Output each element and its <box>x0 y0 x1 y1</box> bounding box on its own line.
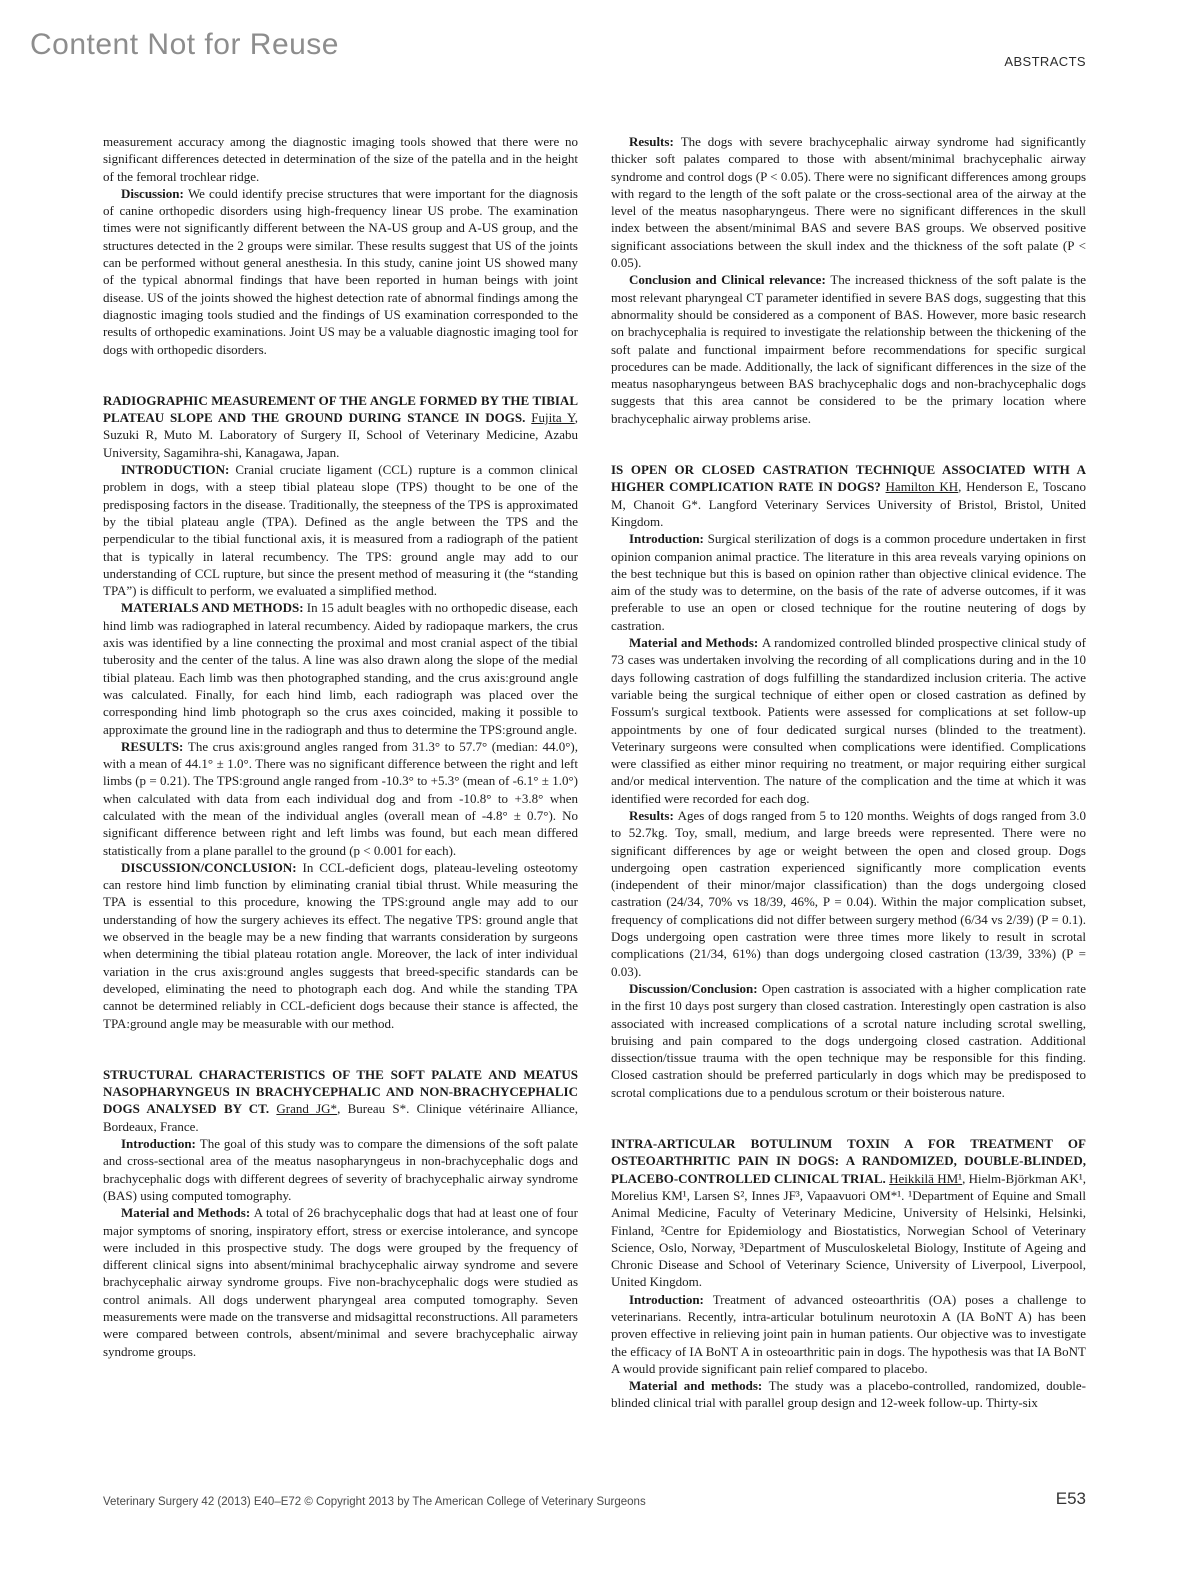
abstract-paragraph: Material and Methods: A total of 26 brachycephalic dogs that had at least one of four major symptoms of snoring, inspiratory effort, stress or exercise intolerance, and syncope were included in this prospective study. The dogs were grouped by the frequency of different clinical signs into absent/minimal brachycephalic airway syndrome and severe brachycephalic airway syndrome groups. Five non-brachycephalic dogs were studied as control animals. All dogs underwent pharyngeal area computed tomography. Seven measurements were made on the transverse and midsagittal reconstructions. All parameters were compared between controls, absent/minimal and severe brachycephalic airway syndrome groups. <box>103 1205 578 1359</box>
section-label: Introduction: <box>629 1291 713 1307</box>
authors-affiliation: , Hielm-Björkman AK¹, Morelius KM¹, Larsen S², Innes JF³, Vapaavuori OM*¹. ¹Department of Equine and Small Animal Medicine, Faculty of Veterinary Medicine, University of Helsinki, Helsinki, Finland, ²Centre for Epidemiology and Biostatistics, Norwegian School of Veterinary Science, Oslo, Norway, ³Department of Musculoskeletal Biology, Institute of Ageing and Chronic Disease and School of Veterinary Science, University of Liverpool, Liverpool, United Kingdom. <box>611 1170 1087 1290</box>
section-label: Results: <box>629 807 678 823</box>
abstract-heading <box>103 392 578 461</box>
section-label: MATERIALS AND METHODS: <box>121 600 307 616</box>
left-column <box>103 133 578 1412</box>
abstract-paragraph: Conclusion and Clinical relevance: The increased thickness of the soft palate is the most relevant pharyngeal CT parameter identified in severe BAS dogs, suggesting that this abnormality should be considered as a component of BAS. However, more basic research on brachycephalia is required to investigate the relationship between the thickening of the soft palate and functional impairment before recommendations for specific surgical procedures can be made. Additionally, the lack of significant differences in the size of the meatus nasopharyngeus between BAS brachycephalic dogs and non-brachycephalic dogs suggests that this area cannot be considered to be the primary location where brachycephalic airway problems arise. <box>611 272 1086 426</box>
authors-affiliation: , Bureau S*. Clinique vétérinaire Alliance, Bordeaux, France. <box>103 1101 578 1134</box>
abstract-paragraph: Results: The dogs with severe brachycephalic airway syndrome had significantly thicker soft palates compared to those with absent/minimal brachycephalic airway syndrome and control dogs (P < 0.05). There were no significant differences among groups with regard to the length of the soft palate or the cross-sectional area of the airway at the level of the meatus nasopharyngeus. There were no significant differences in the skull index between the absent/minimal BAS and severe BAS groups. We observed positive significant associations between the skull index and the thickness of the soft palate (P < 0.05). <box>611 134 1087 271</box>
abstract-paragraph: Discussion/Conclusion: Open castration is associated with a higher complication rate in the first 10 days post surgery than closed castration. Interestingly open castration is also associated with increased complications of a scrotal nature including scrotal swelling, bruising and pain compared to the dogs undergoing closed castration. Additional dissection/tissue trauma with the open technique may be responsible for this finding. Closed castration should be preferred particularly in dogs which may be predisposed to scrotal complications due to a pendulous scrotum or their boisterous nature. <box>611 980 1087 1100</box>
abstract-paragraph: Introduction: Surgical sterilization of dogs is a common procedure undertaken in first opinion companion animal practice. The literature in this area reveals varying opinions on the best technique but this is based on opinion rather than objective clinical evidence. The aim of the study was to determine, on the basis of the rate of adverse outcomes, if it was preferable to use an open or closed technique for the routine neutering of dogs by castration. <box>611 531 1086 633</box>
authors-affiliation: , Suzuki R, Muto M. Laboratory of Surgery II, School of Veterinary Medicine, Azabu University, Sagamihra-shi, Kanagawa, Japan. <box>103 410 578 460</box>
section-label: INTRODUCTION: <box>121 462 236 478</box>
presenting-author: Fujita Y <box>531 410 575 426</box>
abstract-paragraph: RESULTS: The crus axis:ground angles ranged from 31.3° to 57.7° (median: 44.0°), with a mean of 44.1° ± 1.0°. There was no significant difference between the right and left limbs (p = 0.21). The TPS:ground angle ranged from -10.3° to +5.3° (mean of -6.1° ± 1.0°) when calculated with data from each individual dog and from -10.8° to +3.8° when calculated with the mean of the individual angles (overall mean of -4.8° ± 0.7°). No significant difference between right and left limbs was found, but each mean differed statistically from a plane parallel to the ground (p < 0.001 for each). <box>103 738 579 858</box>
section-label: RESULTS: <box>121 738 188 754</box>
right-column <box>611 133 1086 1412</box>
abstract-paragraph: Material and methods: The study was a placebo-controlled, randomized, double-blinded clinical trial with parallel group design and 12-week follow-up. Thirty-six <box>611 1378 1086 1411</box>
abstract-paragraph: Material and Methods: A randomized controlled blinded prospective clinical study of 73 cases was undertaken involving the recording of all complications during and in the 10 days following castration of dogs fulfilling the standardized inclusion criteria. The active variable being the surgical technique of either open or closed castration as defined by Fossum's surgical textbook. Patients were assessed for complications at set follow-up appointments by one of four dedicated surgical nurses (blinded to the treatment). Veterinary surgeons were consulted when complications were identified. Complications were classified as either minor requiring no treatment, or major requiring either surgical and/or medical intervention. The nature of the complication and the time at which it was identified were recorded for each dog. <box>611 635 1086 806</box>
abstract-paragraph: Introduction: Treatment of advanced osteoarthritis (OA) poses a challenge to veterinarians. Recently, intra-articular botulinum neurotoxin A (IA BoNT A) has been proven effective in relieving joint pain in human patients. Our objective was to investigate the efficacy of IA BoNT A in osteoarthritic pain in dogs. The hypothesis was that IA BoNT A would provide significant pain relief compared to placebo. <box>611 1291 1086 1376</box>
presenting-author: Grand JG* <box>276 1101 338 1117</box>
section-label: Conclusion and Clinical relevance: <box>629 272 831 288</box>
section-label: Discussion: <box>121 185 188 201</box>
running-head: ABSTRACTS <box>1004 54 1086 69</box>
abstracts-body <box>103 133 1086 1412</box>
abstract-paragraph: Results: Ages of dogs ranged from 5 to 120 months. Weights of dogs ranged from 3.0 to 52.7kg. Toy, small, medium, and large breeds were represented. There were no significant differences by age or weight between the open and closed group. Dogs undergoing open castration experienced significantly more complication events (independent of their minor/major classification) than the dogs undergoing closed castration (24/34, 70% vs 18/39, 46%, P = 0.04). Within the major complication subset, frequency of complications did not differ between surgery method (6/34 vs 2/39) (P = 0.1). Dogs undergoing open castration were three times more likely to result in scrotal complications (21/34, 61%) than dogs undergoing closed castration (13/39, 33%) (P = 0.03). <box>611 807 1087 979</box>
section-label: Discussion/Conclusion: <box>629 980 762 996</box>
presenting-author: Hamilton KH <box>885 479 959 495</box>
authors-affiliation: , Henderson E, Toscano M, Chanoit G*. Langford Veterinary Services University of Bristol, Bristol, United Kingdom. <box>611 479 1086 529</box>
abstract-paragraph: Discussion: We could identify precise structures that were important for the diagnosis of canine orthopedic disorders using high-frequency linear US probe. The examination times were not significantly different between the NA-US group and A-US group, and the structures detected in the 2 groups were similar. These results suggest that US of the joints can be performed without general anesthesia. In this study, canine joint US showed many of the typical abnormal findings that have been reported in human beings with joint disease. US of the joints showed the highest detection rate of abnormal findings among the diagnostic imaging tools studied and the findings of US examination corresponded to the results of orthopedic examinations. Joint US may be a valuable diagnostic imaging tool for dogs with orthopedic disorders. <box>103 185 578 357</box>
section-label: Material and Methods: <box>629 635 762 651</box>
page-number: E53 <box>1055 1489 1086 1508</box>
abstract-paragraph: Introduction: The goal of this study was to compare the dimensions of the soft palate and cross-sectional area of the meatus nasopharyngeus in non-brachycephalic dogs and brachycephalic dogs with different degrees of severity of brachycephalic airway syndrome (BAS) using computed tomography. <box>103 1136 578 1203</box>
abstract-heading <box>611 1135 1086 1291</box>
section-label: Material and Methods: <box>121 1205 254 1221</box>
abstract-paragraph: INTRODUCTION: Cranial cruciate ligament (CCL) rupture is a common clinical problem in dogs, with a steep tibial plateau slope (TPS) thought to be one of the predisposing factors in the disease. Traditionally, the steepness of the TPS is approximated by the tibial plateau angle (TPA). Defined as the angle between the TPS and the perpendicular to the tibial functional axis, it is measured from a radiograph of the patient that is typically in lateral recumbency. The TPS: ground angle may add to our understanding of CCL rupture, but since the present method of measuring it (the “standing TPA”) is difficult to perform, we evaluated a simplified method. <box>103 462 578 599</box>
abstract-heading <box>611 461 1086 530</box>
section-label: Material and methods: <box>629 1378 769 1394</box>
abstract-title: STRUCTURAL CHARACTERISTICS OF THE SOFT PALATE AND MEATUS NASOPHARYNGEUS IN BRACHYCEPHALIC AND NON-BRACHYCEPHALIC DOGS ANALYSED BY CT. <box>103 1066 578 1117</box>
abstract-title: IS OPEN OR CLOSED CASTRATION TECHNIQUE ASSOCIATED WITH A HIGHER COMPLICATION RATE IN DOGS? <box>611 462 1086 495</box>
section-label: DISCUSSION/CONCLUSION: <box>121 859 303 875</box>
presenting-author: Heikkilä HM¹ <box>889 1170 963 1186</box>
section-label: Introduction: <box>121 1136 200 1152</box>
abstract-title: INTRA-ARTICULAR BOTULINUM TOXIN A FOR TREATMENT OF OSTEOARTHRITIC PAIN IN DOGS: A RANDOMIZED, DOUBLE-BLINDED, PLACEBO-CONTROLLED CLINICAL TRIAL. <box>611 1136 1086 1186</box>
abstract-paragraph: measurement accuracy among the diagnostic imaging tools showed that there were no significant differences detected in determination of the size of the patella and in the height of the femoral trochlear ridge. <box>103 134 578 184</box>
abstract-title: RADIOGRAPHIC MEASUREMENT OF THE ANGLE FORMED BY THE TIBIAL PLATEAU SLOPE AND THE GROUND DURING STANCE IN DOGS. <box>103 392 578 426</box>
abstract-paragraph: DISCUSSION/CONCLUSION: In CCL-deficient dogs, plateau-leveling osteotomy can restore hind limb function by eliminating cranial tibial thrust. While measuring the TPA is essential to this procedure, knowing the TPS:ground angle may add to our understanding of how the surgery achieves its effect. The negative TPS: ground angle that we observed in the beagle may be a new finding that warrants consideration by surgeons when determining the tibial plateau rotation angle. Moreover, the lack of inter individual variation in the crus axis:ground angles suggests that breed-specific standards can be developed, eliminating the need to photograph each dog. And while the standing TPA cannot be determined reliably in CCL-deficient dogs because their stance is affected, the TPA:ground angle may be measurable with our method. <box>103 859 578 1031</box>
section-label: Introduction: <box>629 531 708 547</box>
abstract-heading <box>103 1066 578 1135</box>
footer-journal-line: Veterinary Surgery 42 (2013) E40–E72 © Copyright 2013 by The American College of Veterinary Surgeons <box>103 1496 646 1508</box>
section-label: Results: <box>629 134 681 149</box>
abstract-paragraph: MATERIALS AND METHODS: In 15 adult beagles with no orthopedic disease, each hind limb was radiographed in lateral recumbency. Aided by radiopaque markers, the crus axis was identified by a line connecting the proximal and most cranial aspect of the tibial tuberosity and the center of the talus. A line was also drawn along the slope of the medial tibial plateau. Each limb was then photographed standing, and the crus axis:ground angle was calculated. Finally, for each hind limb, each radiograph was placed over the corresponding hind limb photograph so the crus axes coincided, making it possible to approximate the ground line in the radiograph and thus to determine the TPS:ground angle. <box>103 600 578 737</box>
watermark-text: Content Not for Reuse <box>30 28 339 61</box>
